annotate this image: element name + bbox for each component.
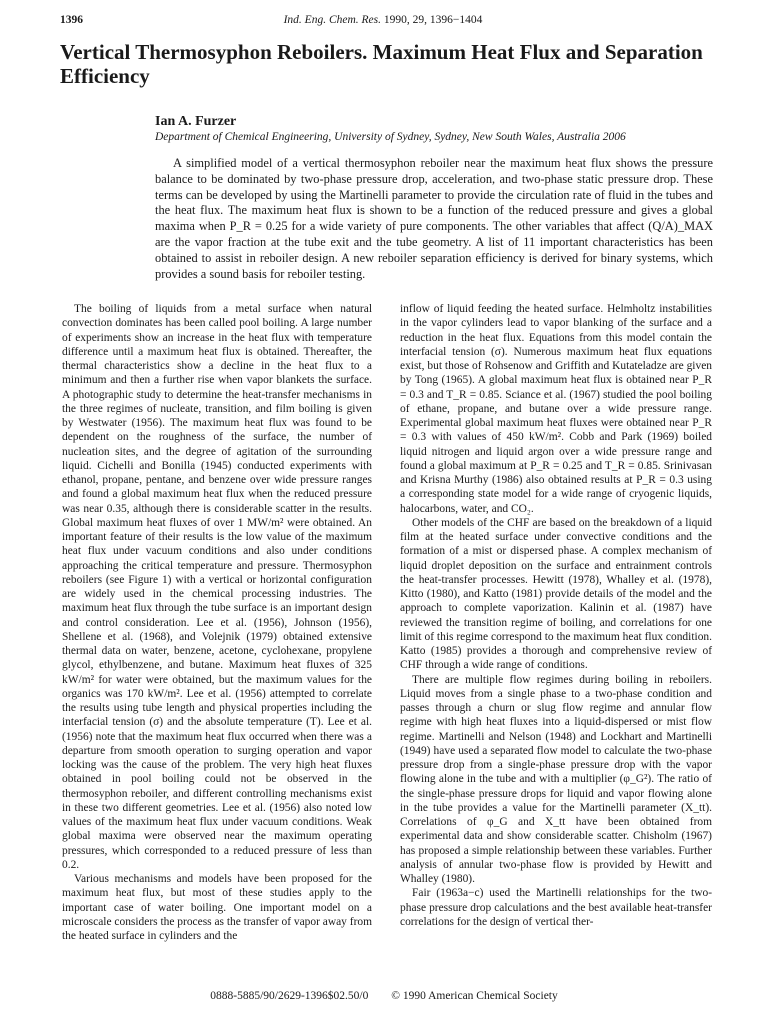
body-column-left xyxy=(62,302,372,943)
paragraph: Various mechanisms and models have been proposed for the maximum heat flux, but most of these studies apply to the important case of water boiling. One important model on a microscale considers the process as the transfer of vapor away from the heated surface in cylinders and the xyxy=(62,873,372,942)
journal-name: Ind. Eng. Chem. Res. xyxy=(283,14,382,26)
paragraph: Fair (1963a−c) used the Martinelli relationships for the two-phase pressure drop calculations and the best available heat-transfer correlations for the design of vertical ther- xyxy=(400,887,712,928)
page-footer xyxy=(0,990,768,1002)
paragraph: Other models of the CHF are based on the breakdown of a liquid film at the heated surface under convective conditions and the formation of a mist or dispersed phase. A complex mechanism of liquid droplet deposition on the surface and entrainment controls the heat-transfer processes. Hewitt (1978), Whalley et al. (1978), Kitto (1980), and Katto (1981) provide details of the model and the approach to complete vaporization. Kalinin et al. (1987) have reviewed the transition regime of boiling, and correlations for one limit of this regime correspond to the maximum heat flux condition. Katto (1985) provides a thorough and comprehensive review of CHF through a wide range of conditions. xyxy=(400,516,712,672)
paragraph: The boiling of liquids from a metal surface when natural convection dominates has been called pool boiling. A large number of experiments show an increase in the heat flux with temperature difference until a maximum heat flux is obtained. Thereafter, the thermal characteristics show a decline in the heat flux to a minimum and then a further rise when vapor blankets the surface. A photographic study to determine the heat-transfer mechanisms in the three regimes of nucleate, transition, and film boiling is given by Westwater (1956). The maximum heat flux was found to be dependent on the roughness of the surface, the number of nucleation sites, and the degree of agitation of the surrounding liquid. Cichelli and Bonilla (1945) conducted experiments with ethanol, propane, pentane, and benzene over wide pressure ranges and found a global maximum heat flux when the reduced pressure was near 0.35, although there is considerable scatter in the results. Global maximum heat fluxes of over 1 MW/m² were obtained. An important feature of their results is the low value of the maximum heat flux under vacuum conditions and also under conditions approaching the critical temperature and pressure. Thermosyphon reboilers (see Figure 1) with a vertical or horizontal configuration are widely used in the chemical processing industries. The maximum heat flux through the tube surface is an important design and control consideration. Lee et al. (1956), Johnson (1956), Shellene et al. (1968), and Volejnik (1979) obtained extensive thermal data on water, benzene, acetone, cyclohexane, propylene glycol, ethylbenzene, and butane. Maximum heat fluxes of 325 kW/m² for water were obtained, but the maximum values for the organics was 170 kW/m². Lee et al. (1956) attempted to correlate the results using tube length and physical properties including the interfacial tension (σ) and the absolute temperature (T). Lee et al. (1956) note that the maximum heat flux occurred when there was a departure from smooth operation to surging operation and vapor locking was the cause of the problem. The very high heat fluxes obtained in pool boiling could not be observed in the thermosyphon reboiler, and different controlling mechanisms exist in these two different geometries. Lee et al. (1956) also noted low values of the maximum heat flux under vacuum conditions. Weak global maxima were observed near the maximum operating pressures, which corresponded to a reduced pressure of less than 0.2. xyxy=(62,303,372,871)
page-header xyxy=(60,14,706,32)
copyright-notice: © 1990 American Chemical Society xyxy=(391,990,558,1002)
paragraph: There are multiple flow regimes during boiling in reboilers. Liquid moves from a single phase to a two-phase condition and passes through a churn or slug flow regime and annular flow regime with high heat fluxes into a liquid-dispersed or mist flow regime. Martinelli and Nelson (1948) and Lockhart and Martinelli (1949) have used a separated flow model to calculate the two-phase pressure drop from a single-phase pressure drop with the vapor flowing alone in the tube and with a multiplier (φ_G²). The ratio of the single-phase pressure drops for liquid and vapor flowing alone in the tube provides a value for the Martinelli parameter (X_tt). Correlations of φ_G and X_tt have been obtained from experimental data and show considerable scatter. Chisholm (1967) has proposed a simple relationship between these variables. Further analysis of annular two-phase flow is provided by Hewitt and Whalley (1980). xyxy=(400,673,712,885)
body-column-right xyxy=(400,302,712,929)
paragraph: inflow of liquid feeding the heated surface. Helmholtz instabilities in the vapor cylinders lead to vapor blanking of the surface and a reduction in the heat flux. Equations from this model contain the interfacial tension (σ). Numerous maximum heat flux equations exist, but those of Rohsenow and Griffith and Kutateladze are given by Tong (1965). A global maximum heat flux is obtained near P_R = 0.3 and T_R = 0.85. Sciance et al. (1967) studied the pool boiling of ethane, propane, and butane over a wide pressure range. Experimental global maximum heat fluxes were obtained near P_R = 0.3 with values of 450 kW/m². Cobb and Park (1969) boiled liquid nitrogen and liquid argon over a wide pressure range and found a global maximum at P_R = 0.25 and T_R = 0.85. Srinivasan and Krisna Murthy (1986) also obtained results at P_R = 0.3 using a corresponding state model for a wide range of cryogenic liquids, halocarbons, water, and CO₂. xyxy=(400,303,712,515)
author-name: Ian A. Furzer xyxy=(155,114,237,129)
article-code: 0888-5885/90/2629-1396$02.50/0 xyxy=(210,990,369,1002)
author-affiliation: Department of Chemical Engineering, University of Sydney, Sydney, New South Wales, Australia 2006 xyxy=(155,131,626,143)
abstract: A simplified model of a vertical thermosyphon reboiler near the maximum heat flux shows the pressure balance to be dominated by two-phase pressure drop, acceleration, and two-phase static pressure drop. These terms can be developed by using the Martinelli parameter to provide the circulation rate of fluid in the tubes and the heat flux. The maximum heat flux is shown to be a function of the reduced pressure and gives a global maxima when P_R = 0.25 for a wide variety of pure components. The other variables that affect (Q/A)_MAX are the vapor fraction at the tube exit and the tube geometry. A list of 11 important characteristics has been obtained to assist in reboiler design. A new reboiler separation efficiency is derived for binary systems, which provides a sound basis for reboiler testing. xyxy=(155,156,713,281)
article-title: Vertical Thermosyphon Reboilers. Maximum Heat Flux and Separation Efficiency xyxy=(60,40,703,88)
running-head xyxy=(60,14,706,26)
page-number: 1396 xyxy=(60,14,83,26)
journal-year-volume: 1990, 29, 1396−1404 xyxy=(383,14,483,26)
